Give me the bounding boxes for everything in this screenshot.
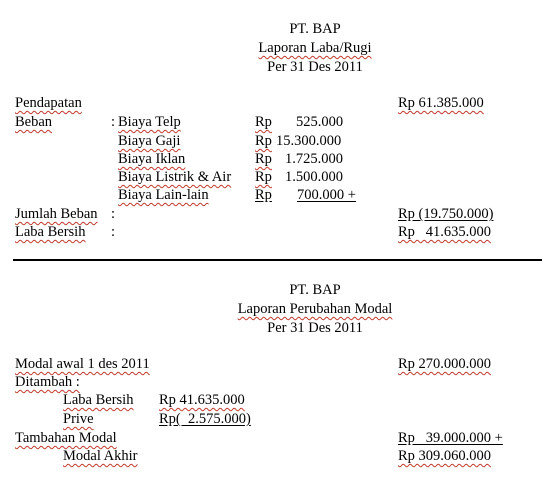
modal-akhir-label: Modal Akhir xyxy=(63,448,138,464)
laba-bersih-colon: : xyxy=(111,224,116,240)
expense-name: Biaya Telp xyxy=(118,114,181,130)
expense-name: Biaya Lain-lain xyxy=(118,187,209,203)
expense-rp: Rp xyxy=(255,133,272,149)
expense-amount: 1.500.000 xyxy=(285,169,343,185)
pendapatan-value: Rp 61.385.000 xyxy=(398,95,484,111)
expense-name: Biaya Iklan xyxy=(118,151,186,167)
modal-awal-label: Modal awal 1 des 2011 xyxy=(15,356,150,372)
jumlah-beban-value: Rp (19.750.000) xyxy=(398,206,494,222)
company-name-1: PT. BAP xyxy=(289,21,341,37)
expense-rp: Rp xyxy=(255,187,272,203)
beban-label: Beban xyxy=(15,114,53,130)
company-name-2: PT. BAP xyxy=(289,282,341,298)
laba-bersih-label-2: Laba Bersih xyxy=(63,392,134,408)
laba-bersih-value: Rp 41.635.000 xyxy=(398,224,492,240)
jumlah-beban-colon: : xyxy=(111,206,116,222)
expense-name: Biaya Gaji xyxy=(118,133,181,149)
expense-rp: Rp xyxy=(255,114,272,130)
expense-amount-last: 700.000 + xyxy=(297,187,356,203)
jumlah-beban-label: Jumlah Beban xyxy=(15,206,98,222)
expense-amount: 525.000 xyxy=(296,114,344,130)
prive-value: Rp( 2.575.000) xyxy=(159,411,251,427)
expense-amount: 15.300.000 xyxy=(276,133,342,149)
section-divider xyxy=(13,259,542,261)
pendapatan-label: Pendapatan xyxy=(15,95,82,111)
report-title-equity: Laporan Perubahan Modal xyxy=(237,301,393,317)
laba-bersih-value-2: Rp 41.635.000 xyxy=(159,392,245,408)
tambahan-modal-label: Tambahan Modal xyxy=(15,430,117,446)
laba-bersih-label: Laba Bersih xyxy=(15,224,86,240)
expense-rp: Rp xyxy=(255,169,272,185)
ditambah-label: Ditambah : xyxy=(15,374,80,390)
expense-amount: 1.725.000 xyxy=(285,151,343,167)
expense-name: Biaya Listrik & Air xyxy=(118,169,232,185)
modal-awal-value: Rp 270.000.000 xyxy=(398,356,492,372)
report-title-income: Laporan Laba/Rugi xyxy=(258,40,372,56)
prive-label: Prive xyxy=(63,411,94,427)
tambahan-modal-value: Rp 39.000.000 + xyxy=(398,430,503,446)
modal-akhir-value: Rp 309.060.000 xyxy=(398,448,492,464)
report-period-2: Per 31 Des 2011 xyxy=(267,320,363,336)
report-period-1: Per 31 Des 2011 xyxy=(267,59,363,75)
beban-colon: : xyxy=(111,114,116,130)
expense-rp: Rp xyxy=(255,151,272,167)
